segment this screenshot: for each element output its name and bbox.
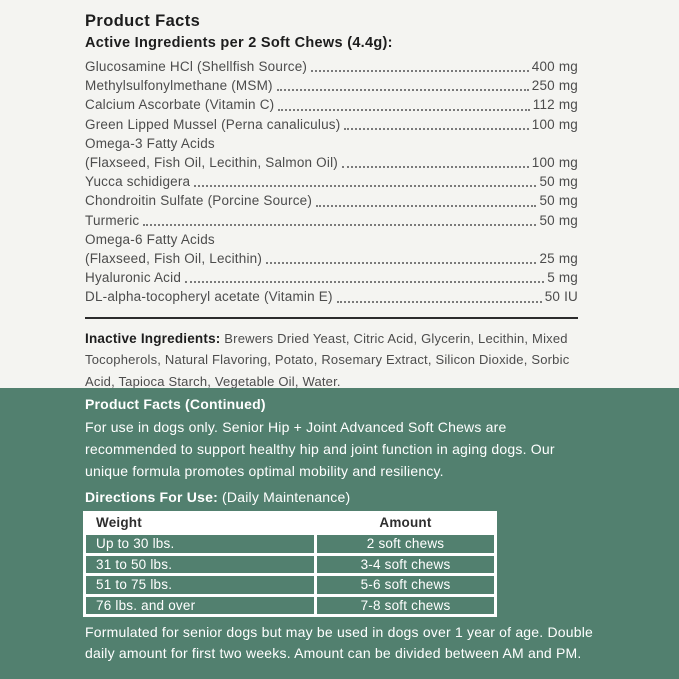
leader-dots xyxy=(344,115,528,130)
leader-dots xyxy=(143,211,536,226)
ingredient-amount: 50 mg xyxy=(539,193,578,209)
leader-dots xyxy=(311,57,529,72)
active-ingredients-list xyxy=(85,57,578,307)
leader-dots xyxy=(337,287,542,302)
ingredient-row xyxy=(85,115,578,134)
dosage-table-row xyxy=(86,597,494,615)
ingredient-name: Turmeric xyxy=(85,212,140,228)
ingredient-name: Calcium Ascorbate (Vitamin C) xyxy=(85,97,275,113)
ingredient-amount: 100 mg xyxy=(531,116,578,132)
dosage-table-row xyxy=(86,535,494,553)
dosage-table-head-row xyxy=(86,514,494,532)
ingredient-name: Green Lipped Mussel (Perna canaliculus) xyxy=(85,116,341,132)
dosage-table-header: Amount xyxy=(317,514,494,532)
amount-cell: 3-4 soft chews xyxy=(317,556,494,574)
amount-cell: 7-8 soft chews xyxy=(317,597,494,615)
continued-title: Product Facts (Continued) xyxy=(85,396,266,412)
leader-dots xyxy=(316,191,536,206)
section-divider xyxy=(85,317,578,319)
ingredient-row xyxy=(85,57,578,76)
ingredient-row xyxy=(85,249,578,268)
weight-cell: Up to 30 lbs. xyxy=(86,535,314,553)
ingredient-row xyxy=(85,172,578,191)
ingredient-row xyxy=(85,287,578,306)
ingredient-amount: 50 mg xyxy=(539,212,578,228)
dosage-table-head xyxy=(86,514,494,532)
directions-label: Directions For Use: xyxy=(85,489,218,505)
ingredient-name: Methylsulfonylmethane (MSM) xyxy=(85,78,273,94)
weight-cell: 31 to 50 lbs. xyxy=(86,556,314,574)
leader-dots xyxy=(185,268,544,283)
dosage-table xyxy=(83,511,497,617)
usage-description: For use in dogs only. Senior Hip + Joint Advanced Soft Chews are recommended to support healthy hip and joint function in aging dogs. Our unique formula promotes optimal mobility and resiliency. xyxy=(85,419,555,479)
dosage-table-header: Weight xyxy=(86,514,314,532)
ingredient-name: (Flaxseed, Fish Oil, Lecithin) xyxy=(85,251,263,267)
weight-cell: 51 to 75 lbs. xyxy=(86,576,314,594)
ingredient-amount: 250 mg xyxy=(531,78,578,94)
ingredient-amount: 25 mg xyxy=(539,251,578,267)
leader-dots xyxy=(266,249,536,264)
ingredient-name: Hyaluronic Acid xyxy=(85,270,182,286)
ingredient-group-row xyxy=(85,230,578,249)
directions-note: (Daily Maintenance) xyxy=(222,489,351,505)
dosage-table-row xyxy=(86,576,494,594)
ingredient-name: Yucca schidigera xyxy=(85,174,191,190)
amount-cell: 5-6 soft chews xyxy=(317,576,494,594)
ingredient-amount: 112 mg xyxy=(532,97,578,113)
ingredient-amount: 5 mg xyxy=(547,270,578,286)
ingredient-amount: 100 mg xyxy=(531,155,578,171)
ingredient-row xyxy=(85,153,578,172)
dosage-table-row xyxy=(86,556,494,574)
ingredient-row xyxy=(85,268,578,287)
ingredient-name: Chondroitin Sulfate (Porcine Source) xyxy=(85,193,313,209)
ingredient-name: Omega-3 Fatty Acids xyxy=(85,135,215,151)
weight-cell: 76 lbs. and over xyxy=(86,597,314,615)
dosage-table-body xyxy=(86,535,494,614)
ingredient-name: (Flaxseed, Fish Oil, Lecithin, Salmon Oil) xyxy=(85,155,338,171)
ingredient-amount: 400 mg xyxy=(531,59,578,74)
leader-dots xyxy=(277,76,529,91)
ingredient-amount: 50 IU xyxy=(544,289,578,305)
dosage-footnote: Formulated for senior dogs but may be used in dogs over 1 year of age. Double daily amount for first two weeks. Amount can be divided between AM and PM. xyxy=(85,624,594,661)
inactive-ingredients xyxy=(85,328,585,388)
ingredient-amount: 50 mg xyxy=(539,174,578,190)
product-facts-title: Product Facts xyxy=(85,12,201,30)
amount-cell: 2 soft chews xyxy=(317,535,494,553)
ingredient-name: Glucosamine HCl (Shellfish Source) xyxy=(85,59,308,74)
active-ingredients-heading: Active Ingredients per 2 Soft Chews (4.4g): xyxy=(85,35,393,51)
directions-for-use xyxy=(85,488,679,506)
ingredient-row xyxy=(85,76,578,95)
ingredient-name: Omega-6 Fatty Acids xyxy=(85,231,215,247)
ingredient-row xyxy=(85,95,578,114)
leader-dots xyxy=(194,172,536,187)
leader-dots xyxy=(278,95,529,110)
ingredient-row xyxy=(85,211,578,230)
inactive-ingredients-label: Inactive Ingredients: xyxy=(85,330,221,346)
ingredient-name: DL-alpha-tocopheryl acetate (Vitamin E) xyxy=(85,289,333,305)
leader-dots xyxy=(342,153,529,168)
inactive-ingredients-text: Brewers Dried Yeast, Citric Acid, Glycerin, Lecithin, Mixed Tocopherols, Natural Flavoring, Potato, Rosemary Extract, Silicon Dioxide, Sorbic Acid, Tapioca Starch, Vegetable Oil, Water. xyxy=(85,330,570,388)
product-facts-continued-section xyxy=(0,388,679,679)
ingredient-row xyxy=(85,191,578,210)
ingredient-group-row xyxy=(85,134,578,153)
